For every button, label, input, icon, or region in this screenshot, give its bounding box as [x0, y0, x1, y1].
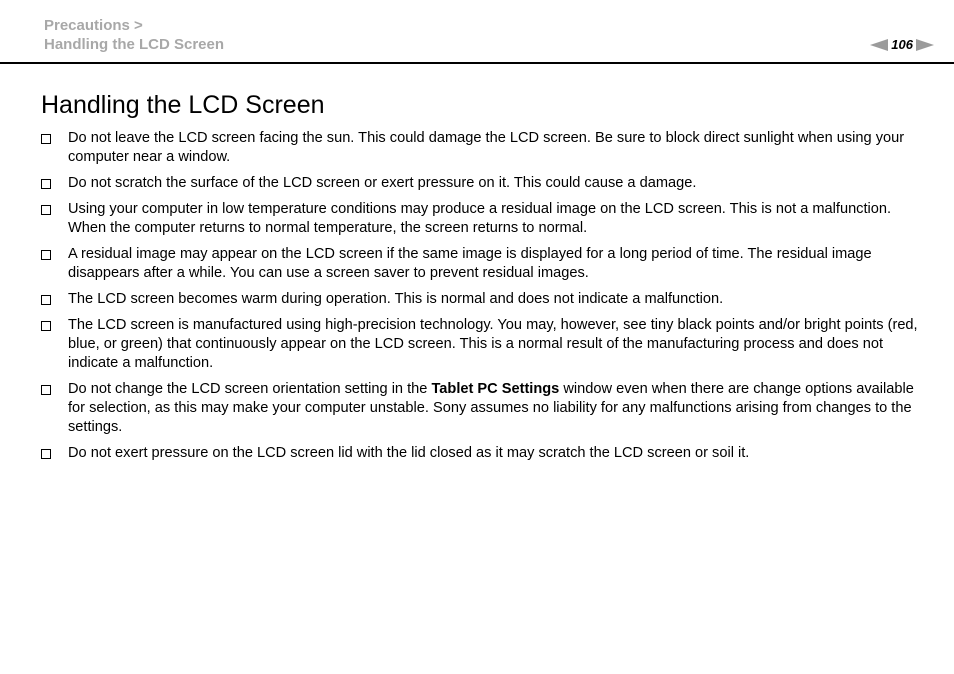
list-item: [40, 290, 920, 309]
tablet-pc-settings-label: Tablet PC Settings: [431, 381, 560, 397]
list-item-text: A residual image may appear on the LCD screen if the same image is displayed for a long period of time. The residual image disappears after a while. You can use a screen saver to prevent residual images.: [68, 246, 872, 281]
list-item: [40, 174, 920, 193]
list-item: [40, 200, 920, 238]
list-item-text: Do not leave the LCD screen facing the sun. This could damage the LCD screen. Be sure to block direct sunlight when using your computer near a window.: [68, 130, 905, 165]
checkbox-bullet-icon: [41, 205, 51, 215]
breadcrumb: [44, 16, 224, 54]
list-item-text-after: window even when there are change options available for selection, as this may make your computer unstable. Sony assumes no liability for any malfunctions arising from changes to the settings.: [68, 381, 914, 435]
checkbox-bullet-icon: [41, 385, 51, 395]
list-item: [40, 380, 920, 437]
checkbox-bullet-icon: [41, 134, 51, 144]
page-title: Handling the LCD Screen: [41, 91, 325, 119]
checkbox-bullet-icon: [41, 295, 51, 305]
page-header: [0, 0, 954, 64]
list-item: [40, 129, 920, 167]
list-item-text: Using your computer in low temperature conditions may produce a residual image on the LCD screen. This is not a malfunction. When the computer returns to normal temperature, the screen returns to normal.: [68, 201, 892, 236]
previous-page-arrow-icon[interactable]: [870, 39, 888, 51]
list-item-text: [68, 380, 920, 437]
checkbox-bullet-icon: [41, 250, 51, 260]
checkbox-bullet-icon: [41, 321, 51, 331]
list-item: [40, 245, 920, 283]
breadcrumb-parent[interactable]: Precautions >: [44, 17, 143, 34]
checkbox-bullet-icon: [41, 179, 51, 189]
page-navigation: [870, 37, 934, 53]
list-item-text: Do not scratch the surface of the LCD screen or exert pressure on it. This could cause a damage.: [68, 175, 697, 191]
next-page-arrow-icon[interactable]: [916, 39, 934, 51]
list-item-text-before: Do not change the LCD screen orientation setting in the: [68, 381, 432, 397]
precautions-list: [40, 129, 920, 470]
checkbox-bullet-icon: [41, 449, 51, 459]
list-item-text: The LCD screen is manufactured using high-precision technology. You may, however, see tiny black points and/or bright points (red, blue, or green) that continuously appear on the LCD screen. This is a normal result of the manufacturing process and does not indicate a malfunction.: [68, 317, 918, 371]
page-number: 106: [891, 37, 913, 52]
list-item: [40, 444, 920, 463]
list-item: [40, 316, 920, 373]
breadcrumb-current: Handling the LCD Screen: [44, 36, 225, 53]
list-item-text: The LCD screen becomes warm during operation. This is normal and does not indicate a malfunction.: [68, 291, 724, 307]
list-item-text: Do not exert pressure on the LCD screen lid with the lid closed as it may scratch the LCD screen or soil it.: [68, 445, 750, 461]
